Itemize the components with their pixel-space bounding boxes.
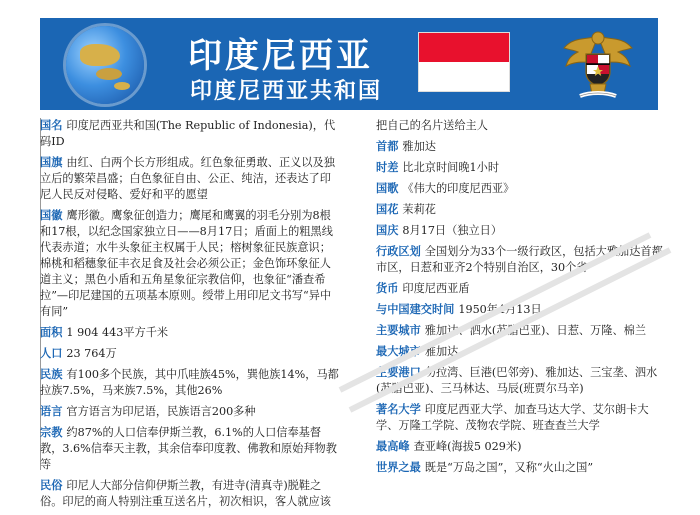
entry-label: 行政区划 [376,245,421,258]
entry-label: 主要港口 [376,366,421,379]
entry-text: 约87%的人口信奉伊斯兰教，6.1%的人口信奉基督教，3.6%信奉天主教，其余信奉印度教、佛教和原始拜物教等 [40,426,337,471]
indonesia-flag-icon [418,32,510,92]
right-entry [376,302,668,318]
right-entry [376,402,668,434]
entry-label: 首都 [376,140,399,153]
entry-label: 最大城市 [376,345,421,358]
right-entry [376,439,668,455]
left-entry [40,346,340,362]
entry-text: 雅加达、泗水(苏腊巴亚)、日惹、万隆、棉兰 [424,324,647,337]
entry-text: 既是“万岛之国”，又称“火山之国” [424,461,594,474]
entry-label: 国歌 [376,182,399,195]
entry-text: 全国划分为33个一级行政区，包括大雅加达首都市区，日惹和亚齐2个特别自治区，30个省 [376,245,663,274]
entry-text: 茉莉花 [402,203,436,216]
entry-text: 23 764万 [66,347,117,360]
left-entry [40,478,340,510]
right-column [376,118,668,481]
right-entry [376,181,668,197]
header-band [40,18,658,110]
entry-text: 雅加达 [424,345,459,358]
entry-text: 印度尼西亚共和国(The Republic of Indonesia)，代码ID [40,119,336,148]
globe-icon [66,26,144,104]
entry-text: 《伟大的印度尼西亚》 [402,182,515,195]
entry-label: 世界之最 [376,461,421,474]
entry-text: 查亚峰(海拔5 029米) [413,440,522,453]
right-entry [376,223,668,239]
entry-label: 国旗 [40,156,63,169]
left-entry [40,118,340,150]
left-entry [40,208,340,320]
right-entry [376,344,668,360]
entry-label: 国徽 [40,209,63,222]
right-entry [376,323,668,339]
entry-label: 面积 [40,326,63,339]
left-column [40,118,340,515]
left-entry [40,404,340,420]
right-entry [376,160,668,176]
entry-label: 主要城市 [376,324,421,337]
entry-text: 印度尼西亚大学、加查马达大学、艾尔朗卡大学、万隆工学院、茂物农学院、班查查兰大学 [376,403,649,432]
entry-label: 时差 [376,161,399,174]
entry-text: 勿拉湾、巨港(巴邻旁)、雅加达、三宝垄、泗水(苏腊巴亚)、三马林达、马辰(班贾尔马辛) [376,366,658,395]
entry-text: 比北京时间晚1小时 [402,161,500,174]
entry-text: 印度尼西亚盾 [402,282,470,295]
entry-label: 国名 [40,119,63,132]
entry-text: 雅加达 [402,140,436,153]
right-entry [376,281,668,297]
entry-label: 与中国建交时间 [376,303,455,316]
left-entry [40,425,340,473]
right-entry [376,139,668,155]
entry-label: 国庆 [376,224,399,237]
left-entry [40,367,340,399]
entry-text: 印尼人大部分信仰伊斯兰教，有进寺(清真寺)脱鞋之俗。印尼的商人特别注重互送名片，初次相识，客人就应该 [40,479,331,508]
entry-text: 由红、白两个长方形组成。红色象征勇敢、正义以及独立后的繁荣昌盛；白色象征自由、公正、纯洁，还表达了印尼人民反对侵略、爱好和平的愿望 [40,156,335,201]
entry-text: 8月17日（独立日） [402,224,503,237]
right-entry [376,244,668,276]
entry-label: 著名大学 [376,403,421,416]
entry-text: 1 904 443平方千米 [66,326,169,339]
entry-text: 1950年4月13日 [458,303,542,316]
entry-label: 国花 [376,203,399,216]
entry-label: 宗教 [40,426,63,439]
entry-label: 语言 [40,405,63,418]
page-subtitle: 印度尼西亚共和国 [190,79,383,104]
page-title: 印度尼西亚 [188,36,373,76]
entry-text: 有100多个民族，其中爪哇族45%，巽他族14%，马都拉族7.5%，马来族7.5%，其他26% [40,368,339,397]
entry-label: 货币 [376,282,399,295]
entry-label: 民俗 [40,479,63,492]
right-entry [376,365,668,397]
left-entry [40,155,340,203]
entry-text: 官方语言为印尼语，民族语言200多种 [66,405,256,418]
garuda-emblem-icon [560,26,636,102]
entry-label: 最高峰 [376,440,410,453]
entry-text: 鹰形徽。鹰象征创造力；鹰尾和鹰翼的羽毛分别为8根和17根，以纪念国家独立日——8月17日；盾面上的粗黑线代表赤道；水牛头象征主权属于人民；榕树象征民族意识；棉桃和稻穗象征丰衣足食及社会必须公正；金色饰环象征人道主义；黑色小盾和五角星象征宗教信仰，也象征“潘查希拉”—印尼建国的五项基本原则。绶带上用印尼文书写“异中有同” [40,209,333,318]
left-entry [40,325,340,341]
entry-label: 人口 [40,347,63,360]
right-entry [376,460,668,476]
right-continuation: 把自己的名片送给主人 [376,119,488,132]
entry-label: 民族 [40,368,63,381]
right-entry [376,202,668,218]
